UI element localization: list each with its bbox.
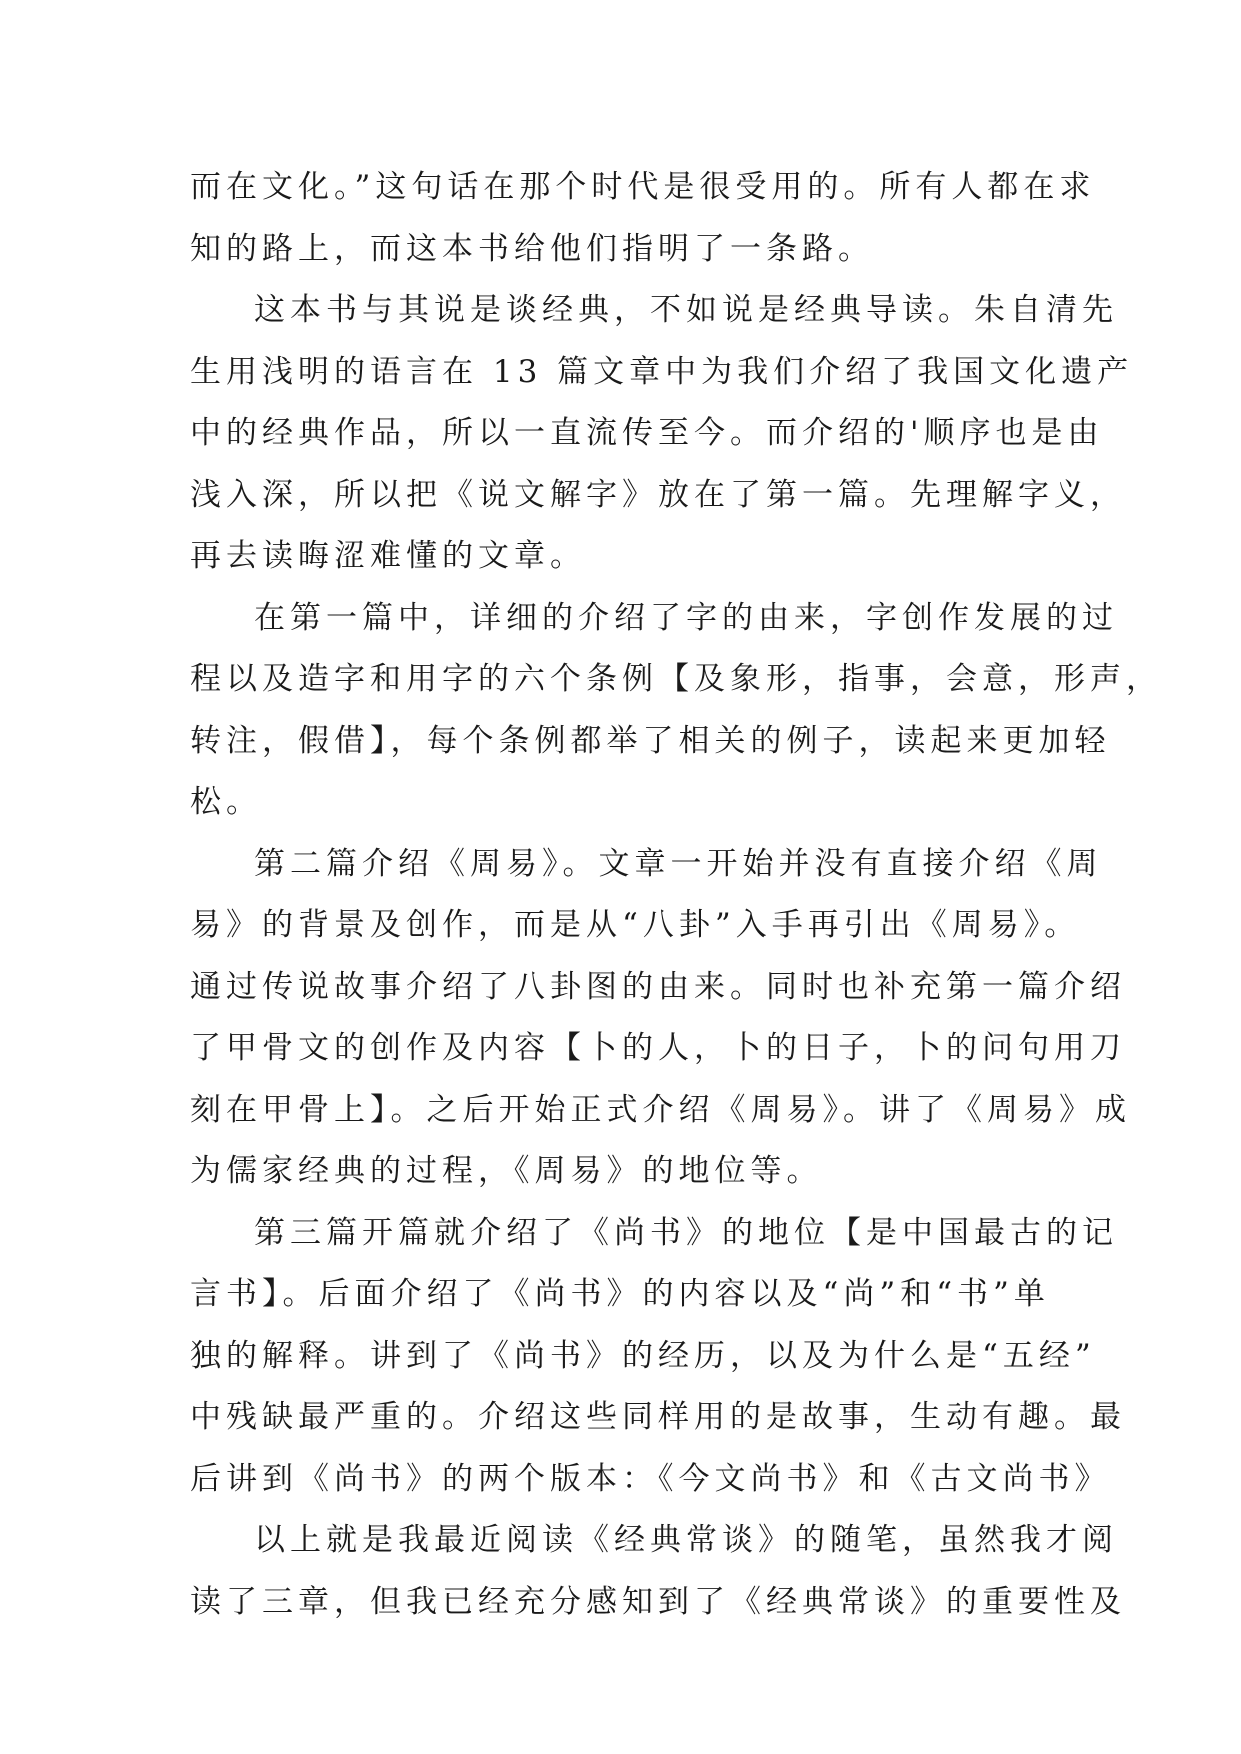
- text-line: 言书】。后面介绍了《尚书》的内容以及“尚”和“书”单: [190, 1276, 1050, 1312]
- text-line: 通过传说故事介绍了八卦图的由来。同时也补充第一篇介绍: [190, 968, 1126, 1005]
- text-line: 而在文化。”这句话在那个时代是很受用的。所有人都在求: [190, 169, 1096, 205]
- text-line: 了甲骨文的创作及内容【卜的人，卜的日子，卜的问句用刀: [190, 1030, 1126, 1066]
- text-line: 松。: [190, 784, 262, 820]
- text-line: 中残缺最严重的。介绍这些同样用的是故事，生动有趣。最: [190, 1399, 1126, 1435]
- document-body: [190, 157, 1162, 1633]
- text-line: 第二篇介绍《周易》。文章一开始并没有直接介绍《周: [254, 845, 1103, 882]
- text-line: 独的解释。讲到了《尚书》的经历，以及为什么是“五经”: [190, 1337, 1096, 1374]
- text-line: 这本书与其说是谈经典，不如说是经典导读。朱自清先: [254, 292, 1118, 328]
- text-line: 为儒家经典的过程，《周易》的地位等。: [190, 1153, 823, 1189]
- text-line: 中的经典作品，所以一直流传至今。而介绍的'顺序也是由: [190, 415, 1104, 451]
- text-line: 第三篇开篇就介绍了《尚书》的地位【是中国最古的记: [254, 1214, 1118, 1251]
- text-line: 程以及造字和用字的六个条例【及象形，指事，会意，形声，: [190, 661, 1162, 697]
- text-line: 易》的背景及创作，而是从“八卦”入手再引出《周易》。: [190, 907, 1081, 943]
- text-line: 刻在甲骨上】。之后开始正式介绍《周易》。讲了《周易》成: [190, 1091, 1131, 1128]
- text-line: 知的路上，而这本书给他们指明了一条路。: [190, 230, 874, 267]
- text-line: 在第一篇中，详细的介绍了字的由来，字创作发展的过: [254, 599, 1118, 636]
- text-line: 转注，假借】，每个条例都举了相关的例子，读起来更加轻: [190, 722, 1111, 759]
- text-line: 浅入深，所以把《说文解字》放在了第一篇。先理解字义，: [190, 476, 1126, 513]
- text-line: 再去读晦涩难懂的文章。: [190, 538, 586, 574]
- text-line: 生用浅明的语言在 13 篇文章中为我们介绍了我国文化遗产: [190, 353, 1134, 390]
- text-line: 以上就是我最近阅读《经典常谈》的随笔，虽然我才阅: [254, 1522, 1118, 1558]
- text-line: 后讲到《尚书》的两个版本：《今文尚书》和《古文尚书》: [190, 1460, 1111, 1497]
- text-line: 读了三章，但我已经充分感知到了《经典常谈》的重要性及: [190, 1583, 1126, 1620]
